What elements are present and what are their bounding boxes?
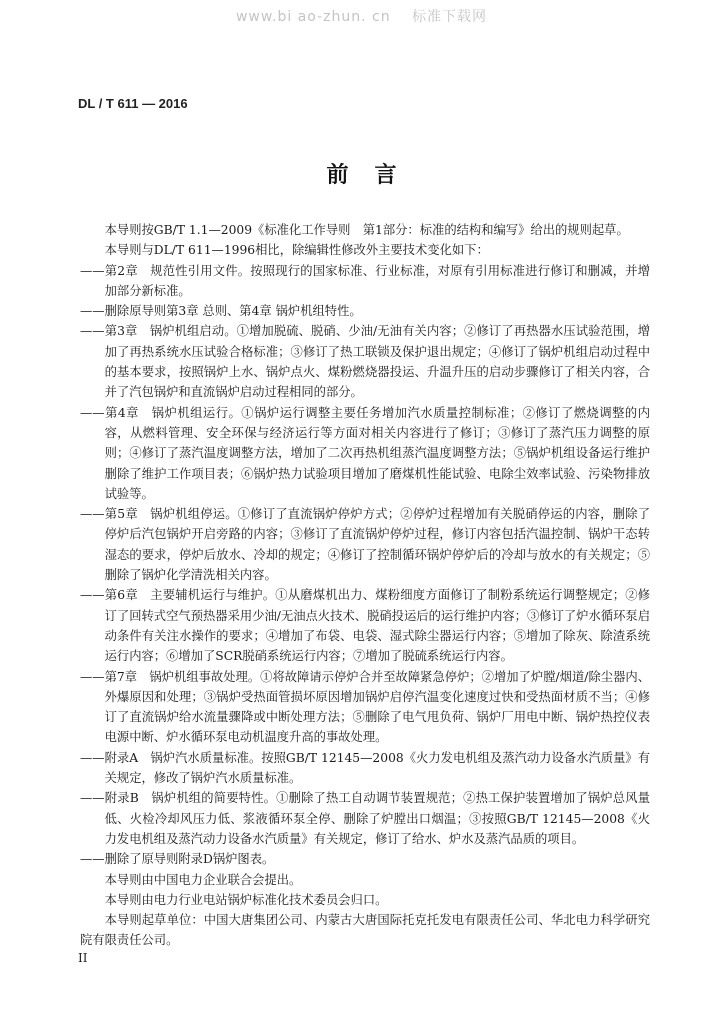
change-item-appendix-a: ——附录A 锅炉汽水质量标准。按照GB/T 12145—2008《火力发电机组及蒸汽动力设备水汽质量》有关规定，修改了锅炉汽水质量标准。: [80, 750, 650, 786]
change-item-appendix-d: ——删除了原导则附录D锅炉图表。: [80, 852, 275, 867]
watermark: [0, 6, 723, 26]
change-item-chapter-7: ——第7章 锅炉机组事故处理。①将故障请示停炉合并至故障紧急停炉；②增加了炉膛/烟道/除尘器内、外爆原因和处理；③锅炉受热面管损坏原因增加锅炉启停汽温变化速度过快和受热面材质不当；④修订了直流锅炉给水流量骤降或中断处理方法；⑤删除了电气甩负荷、锅炉厂用电中断、锅炉热控仪表电源中断、炉水循环泵电动机温度升高的事故处理。: [80, 669, 650, 745]
change-item-chapter-5: ——第5章 锅炉机组停运。①修订了直流锅炉停炉方式；②停炉过程增加有关脱硝停运的内容，删除了停炉后汽包锅炉开启旁路的内容；③修订了直流锅炉停炉过程，修订内容包括汽温控制、锅炉干态转湿态的要求，停炉后放水、冷却的规定；④修订了控制循环锅炉停炉后的冷却与放水的有关规定；⑤删除了锅炉化学清洗相关内容。: [80, 507, 650, 583]
closing-drafting-units: 本导则起草单位：中国大唐集团公司、内蒙古大唐国际托克托发电有限责任公司、华北电力科学研究院有限责任公司。: [80, 913, 650, 948]
standard-code: DL / T 611 — 2016: [78, 96, 188, 111]
page-number: II: [78, 951, 88, 965]
change-item-appendix-b: ——附录B 锅炉机组的简要特性。①删除了热工自动调节装置规范；②热工保护装置增加了锅炉总风量低、火检冷却风压力低、浆液循环泵全停、删除了炉膛出口烟温；③按照GB/T 12145—2008《火力发电机组及蒸汽动力设备水汽质量》有关规定，修订了给水、炉水及蒸汽品质的项目。: [80, 791, 650, 846]
intro-paragraph-2: 本导则与DL/T 611—1996相比，除编辑性修改外主要技术变化如下：: [104, 243, 489, 258]
closing-proposer: 本导则由中国电力企业联合会提出。: [104, 872, 302, 887]
intro-paragraph-1: 本导则按GB/T 1.1—2009《标准化工作导则 第1部分：标准的结构和编写》给出的规则起草。: [104, 223, 629, 237]
watermark-name: 标准下载网: [412, 9, 488, 25]
watermark-site: www.bi ao-zhun. cn: [235, 9, 391, 25]
change-item-removed-chapters: ——删除原导则第3章 总则、第4章 锅炉机组特性。: [80, 304, 362, 319]
page-title: 前言: [326, 162, 423, 188]
change-item-chapter-2: ——第2章 规范性引用文件。按照现行的国家标准、行业标准，对原有引用标准进行修订和删减，并增加部分新标准。: [80, 263, 650, 298]
document-body: [80, 220, 650, 951]
change-item-chapter-3: ——第3章 锅炉机组启动。①增加脱硫、脱硝、少油/无油有关内容；②修订了再热器水压试验范围，增加了再热系统水压试验合格标准；③修订了热工联锁及保护退出规定；④修订了锅炉机组启动过程中的基本要求，按照锅炉上水、锅炉点火、煤粉燃烧器投运、升温升压的启动步骤修订了相关内容，合并了汽包锅炉和直流锅炉启动过程相同的部分。: [80, 324, 650, 400]
change-item-chapter-4: ——第4章 锅炉机组运行。①锅炉运行调整主要任务增加汽水质量控制标准；②修订了燃烧调整的内容，从燃料管理、安全环保与经济运行等方面对相关内容进行了修订；③修订了蒸汽压力调整的原则；④修订了蒸汽温度调整方法，增加了二次再热机组蒸汽温度调整方法；⑤锅炉机组设备运行维护删除了维护工作项目表；⑥锅炉热力试验项目增加了磨煤机性能试验、电除尘效率试验、污染物排放试验等。: [80, 405, 650, 501]
change-item-chapter-6: ——第6章 主要辅机运行与维护。①从磨煤机出力、煤粉细度方面修订了制粉系统运行调整规定；②修订了回转式空气预热器采用少油/无油点火技术、脱硝投运后的运行维护内容；③修订了炉水循环泵启动条件有关注水操作的要求；④增加了布袋、电袋、湿式除尘器运行内容；⑤增加了除灰、除渣系统运行内容；⑥增加了SCR脱硝系统运行内容；⑦增加了脱硫系统运行内容。: [80, 588, 650, 664]
closing-committee: 本导则由电力行业电站锅炉标准化技术委员会归口。: [104, 892, 388, 907]
